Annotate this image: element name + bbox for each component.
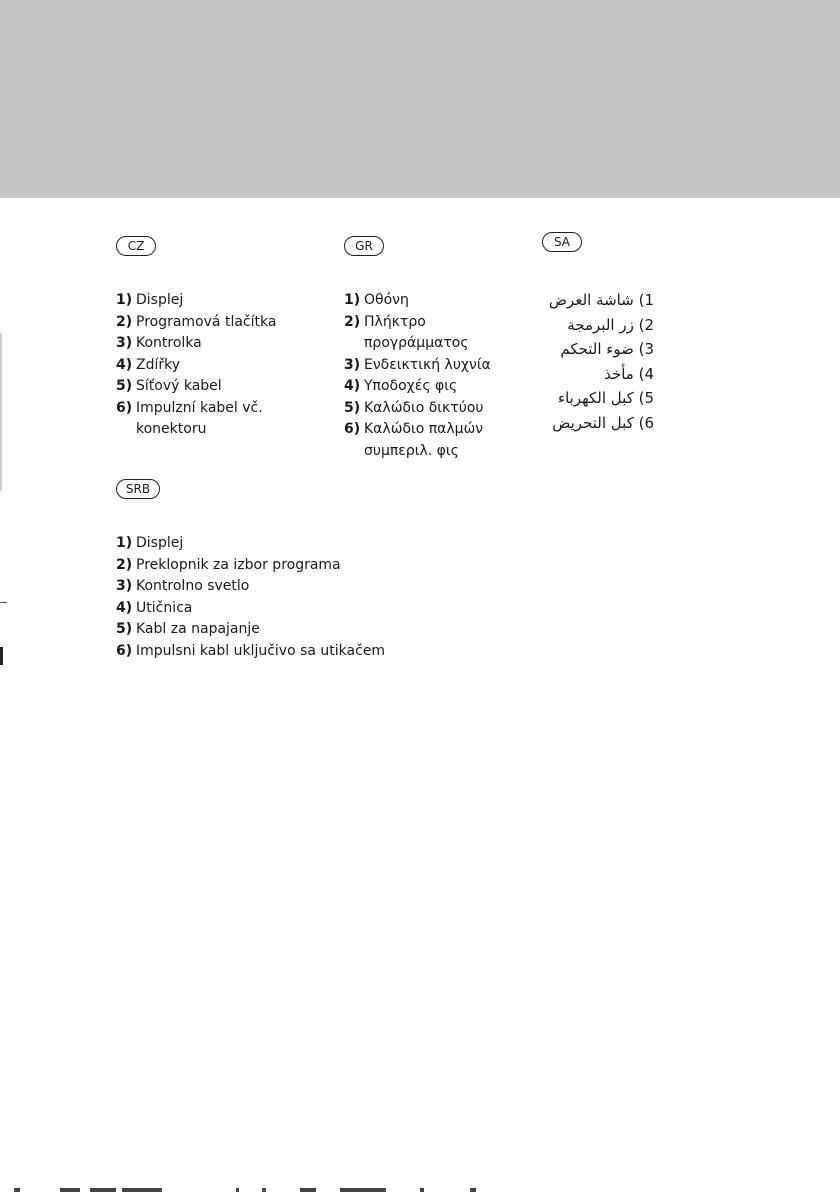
list-item (116, 376, 286, 398)
footer-mark (122, 1188, 162, 1192)
item-text: Síťový kabel (136, 378, 222, 394)
list-item (116, 555, 385, 577)
page-edge-line (0, 333, 2, 491)
item-number: 6) (116, 642, 133, 659)
item-text: 6) كبل التحريض (552, 413, 654, 432)
footer-mark (236, 1188, 239, 1192)
item-number: 5) (344, 399, 361, 416)
parts-list-srb (116, 533, 385, 662)
section-gr (344, 236, 494, 462)
item-text: 2) زر البرمجة (567, 315, 654, 334)
item-text: Kabl za napajanje (136, 621, 260, 637)
list-item (116, 398, 286, 441)
item-number: 4) (116, 599, 133, 616)
item-number: 4) (116, 356, 133, 373)
list-item (520, 411, 654, 436)
language-badge-gr: GR (344, 236, 384, 256)
footer-mark (60, 1188, 80, 1192)
item-number: 1) (116, 292, 133, 308)
item-number: 6) (116, 399, 133, 416)
list-item (116, 355, 286, 377)
item-number: 5) (116, 378, 133, 394)
item-text: Displej (136, 292, 184, 308)
language-badge-srb: SRB (116, 479, 160, 499)
item-number: 5) (116, 621, 133, 637)
item-number: 1) (344, 292, 361, 308)
footer-mark (340, 1188, 386, 1192)
item-text: Ενδεικτική λυχνία (364, 356, 491, 373)
item-number: 4) (344, 378, 361, 394)
badge-wrapper (520, 232, 654, 252)
list-item (344, 355, 494, 377)
item-text: Καλώδιο δικτύου (364, 399, 484, 416)
language-badge-sa: SA (542, 232, 582, 252)
list-item (344, 290, 494, 312)
list-item (520, 313, 654, 338)
item-number: 2) (116, 313, 133, 330)
parts-list-sa (520, 288, 654, 435)
list-item (116, 333, 286, 355)
item-text: 5) كبل الكهرباء (558, 389, 654, 407)
item-number: 3) (116, 335, 133, 351)
section-sa (520, 232, 654, 435)
list-item (116, 290, 286, 312)
item-text: Programová tlačítka (136, 313, 277, 330)
item-text: Preklopnik za izbor programa (136, 556, 341, 573)
footer-mark (420, 1188, 424, 1192)
parts-list-cz (116, 290, 286, 441)
item-text: Οθόνη (364, 292, 409, 308)
item-text: Impulsni kabl uključivo sa utikačem (136, 642, 386, 659)
list-item (116, 312, 286, 334)
item-number: 1) (116, 535, 133, 551)
list-item (344, 376, 494, 398)
parts-list-gr (344, 290, 494, 462)
item-text: Impulzní kabel vč. konektoru (136, 399, 263, 437)
item-text: Displej (136, 535, 184, 551)
footer-barcode-strip (0, 1186, 840, 1192)
footer-mark (14, 1188, 20, 1192)
section-cz (116, 236, 286, 441)
list-item (520, 337, 654, 362)
list-item (344, 312, 494, 355)
item-number: 2) (344, 313, 361, 330)
language-badge-cz: CZ (116, 236, 156, 256)
list-item (116, 641, 385, 663)
item-number: 3) (344, 356, 361, 373)
page-edge-tick (0, 602, 7, 603)
list-item (520, 386, 654, 411)
section-srb (116, 479, 385, 662)
footer-mark (90, 1188, 116, 1192)
item-number: 2) (116, 556, 133, 573)
header-band (0, 0, 840, 198)
item-text: 4) مأخذ (604, 364, 654, 383)
list-item (116, 576, 385, 598)
list-item (116, 619, 385, 641)
footer-mark (470, 1188, 476, 1192)
item-text: Υποδοχές φις (364, 378, 458, 394)
item-text: 1) شاشة العرض (548, 291, 654, 309)
list-item (116, 598, 385, 620)
item-text: Πλήκτρο προγράμματος (364, 313, 469, 351)
list-item (520, 288, 654, 313)
list-item (344, 419, 494, 462)
list-item (116, 533, 385, 555)
footer-mark (262, 1188, 266, 1192)
list-item (520, 362, 654, 387)
item-text: Καλώδιο παλμών συμπεριλ. φις (364, 421, 484, 459)
item-text: Zdířky (136, 356, 181, 373)
item-text: Utičnica (136, 599, 193, 616)
item-text: Kontrolka (136, 335, 202, 351)
item-number: 3) (116, 578, 133, 594)
item-number: 6) (344, 421, 361, 437)
list-item (344, 398, 494, 420)
item-text: 3) ضوء التحكم (560, 340, 654, 358)
item-text: Kontrolno svetlo (136, 578, 250, 594)
footer-mark (300, 1188, 316, 1192)
page-edge-mark (0, 647, 3, 665)
